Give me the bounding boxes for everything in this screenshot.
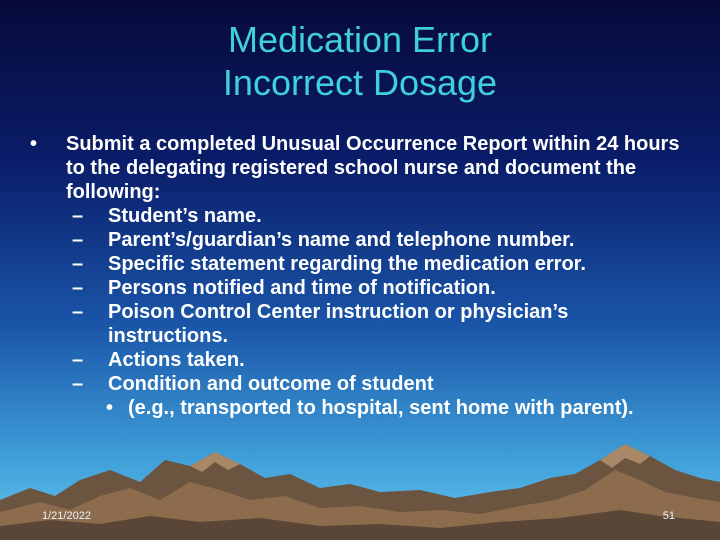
dash-mark: – (72, 301, 84, 323)
sub-item-text: Condition and outcome of student (108, 373, 434, 395)
sub-item-text: Student’s name. (108, 205, 262, 227)
sub-sub-item (30, 396, 680, 420)
slide-body (30, 132, 680, 420)
sub-item (30, 300, 680, 348)
sub-item (30, 228, 680, 252)
dash-mark: – (72, 373, 84, 395)
bullet-mark: • (106, 397, 114, 419)
sub-item-text: Actions taken. (108, 349, 245, 371)
title-line-1: Medication Error (227, 19, 493, 60)
sub-item (30, 348, 680, 372)
slide-title (0, 18, 720, 104)
sub-item (30, 372, 680, 396)
title-line-2: Incorrect Dosage (222, 62, 498, 104)
sub-item (30, 252, 680, 276)
sub-item (30, 204, 680, 228)
dash-mark: – (72, 205, 84, 227)
dash-mark: – (72, 277, 84, 299)
dash-mark: – (72, 229, 84, 251)
mountain-range-graphic (0, 430, 720, 540)
dash-mark: – (72, 253, 84, 275)
main-bullet (30, 132, 680, 204)
dash-mark: – (72, 349, 84, 371)
sub-item-text: Specific statement regarding the medication error. (108, 253, 586, 275)
bullet-mark: • (30, 133, 38, 155)
sub-item (30, 276, 680, 300)
main-bullet-text: Submit a completed Unusual Occurrence Report within 24 hours to the delegating registered school nurse and document the following: (66, 133, 680, 203)
sub-item-text: Persons notified and time of notification. (108, 277, 496, 299)
sub-sub-item-text: (e.g., transported to hospital, sent home with parent). (128, 397, 634, 419)
page-number: 51 (662, 510, 675, 522)
sub-item-text: Parent’s/guardian’s name and telephone number. (108, 229, 575, 251)
sub-item-text: Poison Control Center instruction or physician’s instructions. (108, 301, 569, 347)
footer-date: 1/21/2022 (42, 510, 91, 522)
